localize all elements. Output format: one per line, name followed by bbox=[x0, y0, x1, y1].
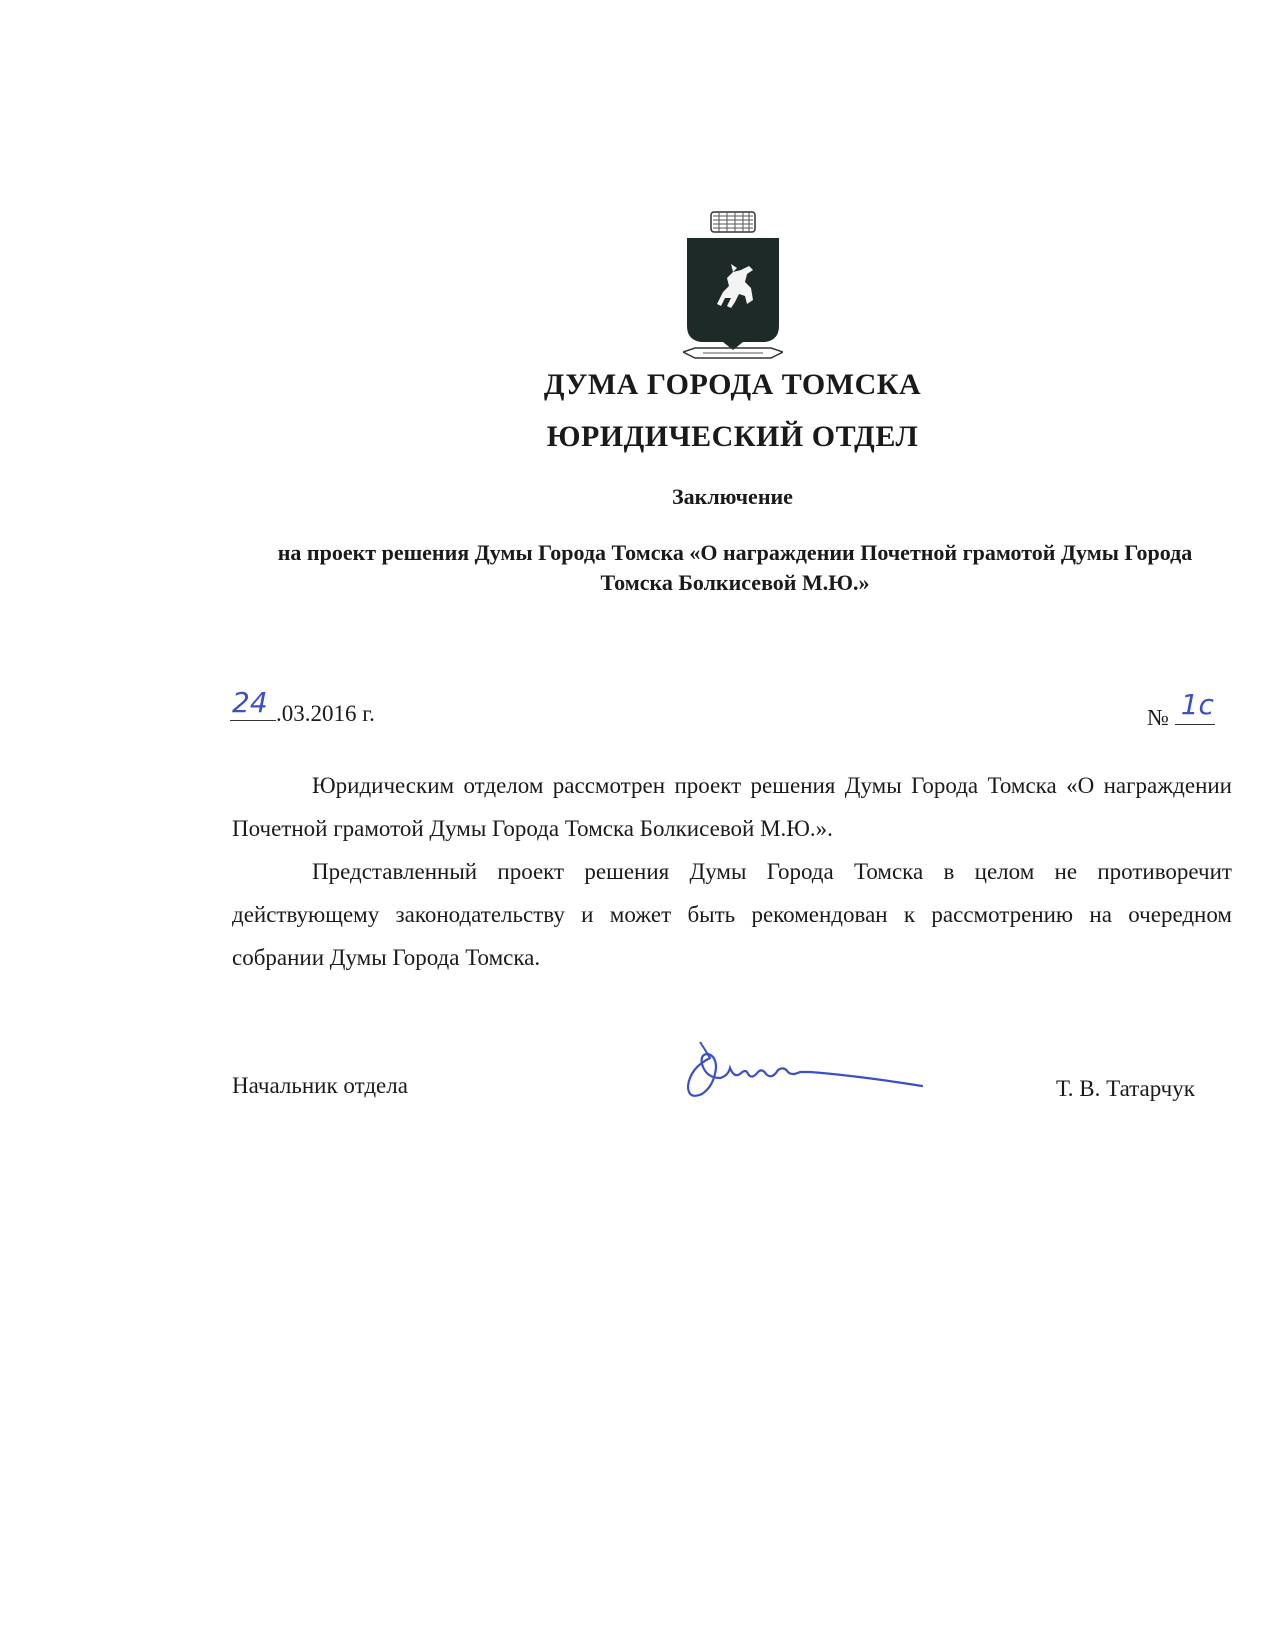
number-field bbox=[1175, 688, 1215, 725]
document-number bbox=[1147, 688, 1215, 731]
body-paragraph-1: Юридическим отделом рассмотрен проект решения Думы Города Томска «О награждении Почетной грамотой Думы Города Томска Болкисевой М.Ю.». bbox=[232, 773, 1232, 841]
tomsk-coat-of-arms-icon bbox=[683, 208, 783, 368]
organization-title: ДУМА ГОРОДА ТОМСКА bbox=[543, 368, 922, 401]
handwritten-signature bbox=[680, 1038, 930, 1108]
signatory-name: Т. В. Татарчук bbox=[1056, 1076, 1195, 1101]
number-handwritten: 1с bbox=[1180, 688, 1214, 721]
document-body bbox=[232, 764, 1232, 979]
number-label: № bbox=[1147, 705, 1169, 730]
date-rest: .03.2016 г. bbox=[276, 701, 375, 726]
date-day-handwritten: 24 bbox=[232, 686, 268, 719]
department-title: ЮРИДИЧЕСКИЙ ОТДЕЛ bbox=[546, 420, 919, 453]
document-date bbox=[230, 686, 375, 727]
document-subject: на проект решения Думы Города Томска «О награждении Почетной грамотой Думы Города Томска Болкисевой М.Ю.» bbox=[277, 540, 1193, 595]
signatory-position: Начальник отдела bbox=[232, 1073, 408, 1098]
body-paragraph-2: Представленный проект решения Думы Города Томска в целом не противоречит действующему законодательству и может быть рекомендован к рассмотрению на очередном собрании Думы Города Томска. bbox=[232, 859, 1232, 970]
document-type: Заключение bbox=[672, 484, 793, 509]
date-day-field bbox=[230, 686, 276, 721]
